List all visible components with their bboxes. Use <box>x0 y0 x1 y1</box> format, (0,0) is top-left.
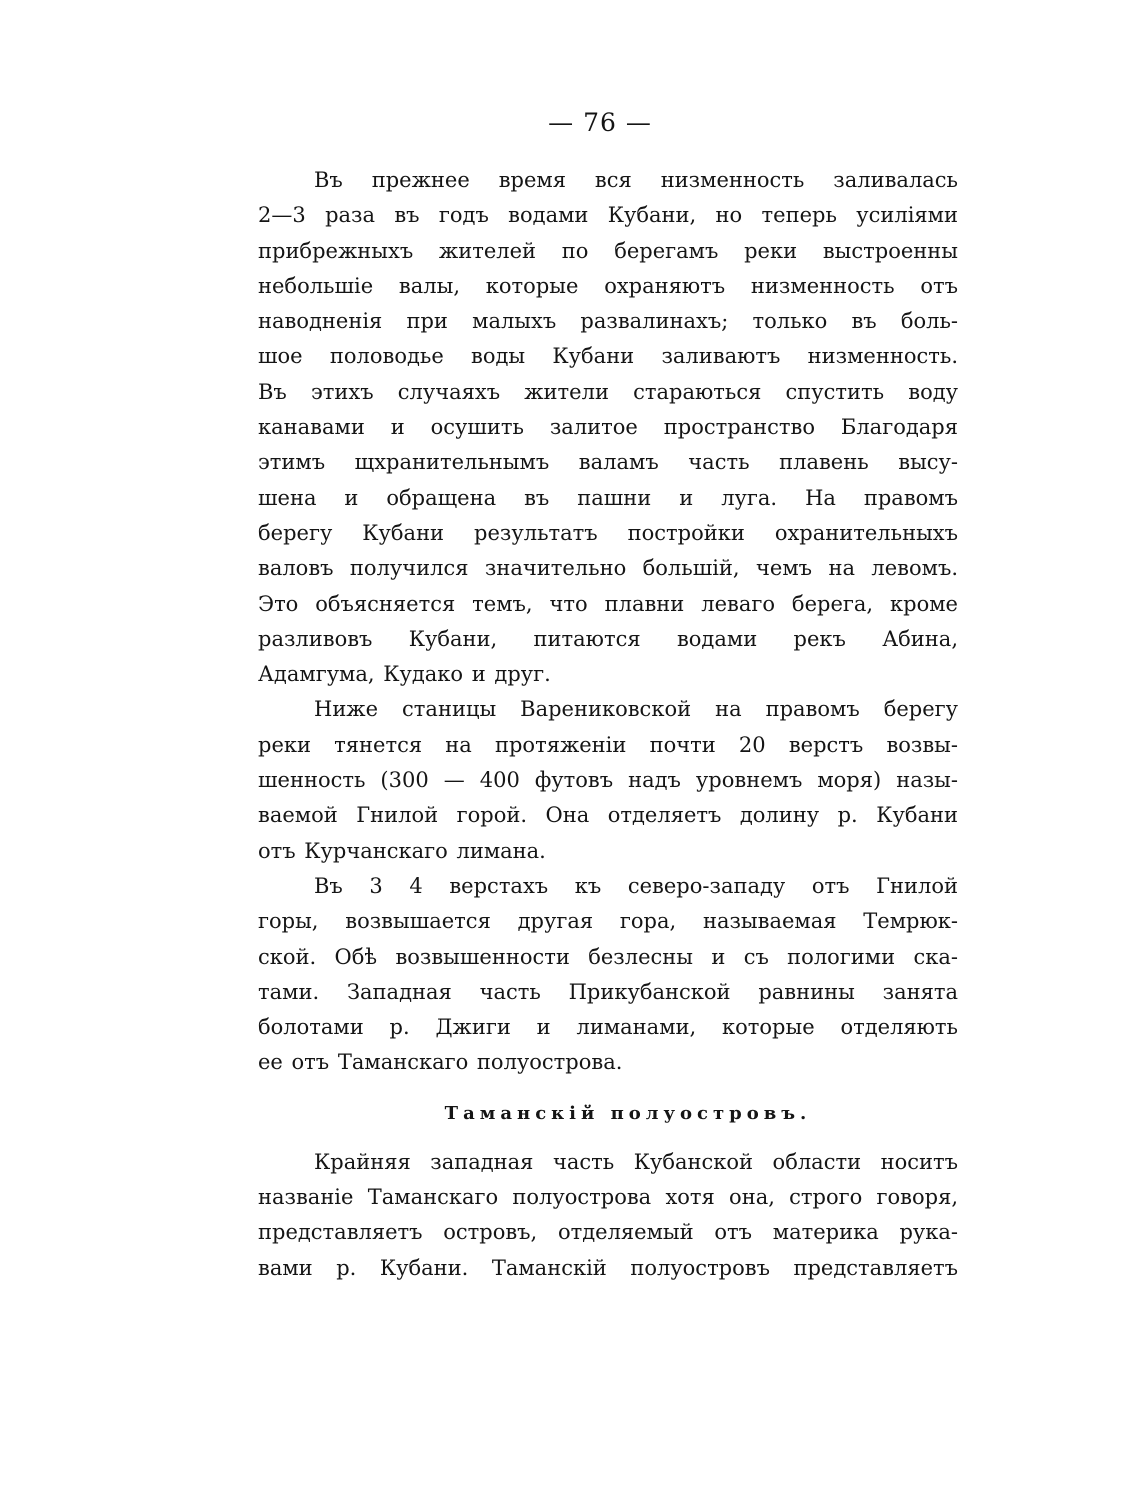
section-heading: Таманскій полуостровъ. <box>444 1102 812 1124</box>
text-line: Крайняя западная часть Кубанской области носитъ <box>314 1149 958 1174</box>
text-line: шенность (300 — 400 футовъ надъ уровнемъ моря) назы- <box>258 768 958 793</box>
text-line: названіе Таманскаго полуострова хотя она, строго говоря, <box>258 1185 958 1210</box>
text-line: канавами и осушить залитое пространство Благодаря <box>258 415 958 440</box>
text-line: шое половодье воды Кубани заливаютъ низменность. <box>258 344 958 369</box>
paragraph-4 <box>258 1145 958 1286</box>
text-line: этимъ щхранительнымъ валамъ часть плавень высу- <box>258 450 958 475</box>
text-line: вами р. Кубани. Таманскій полуостровъ представляетъ <box>258 1255 958 1280</box>
paragraph-2 <box>258 692 958 868</box>
text-line: ваемой Гнилой горой. Она отделяетъ долину р. Кубани <box>258 803 958 828</box>
text-line: реки тянется на протяженіи почти 20 верстъ возвы- <box>258 732 958 757</box>
paragraph-3 <box>258 869 958 1081</box>
text-line: прибрежныхъ жителей по берегамъ реки выстроенны <box>258 238 958 263</box>
text-line: 2—3 раза въ годъ водами Кубани, но теперь усиліями <box>258 203 958 228</box>
page-number: — 76 — <box>548 108 652 137</box>
text-line: горы, возвышается другая гора, называемая Темрюк- <box>258 909 958 934</box>
text-line: отъ Курчанскаго лимана. <box>258 838 546 863</box>
text-line: берегу Кубани результатъ постройки охранительныхъ <box>258 520 958 545</box>
text-line: Въ прежнее время вся низменность заливалась <box>314 168 958 192</box>
text-line: Ниже станицы Варениковской на правомъ берегу <box>314 697 958 722</box>
text-line: шена и обращена въ пашни и луга. На правомъ <box>258 485 958 510</box>
paragraph-1 <box>258 163 958 692</box>
text-line: болотами р. Джиги и лиманами, которые отделяють <box>258 1015 958 1040</box>
text-line: наводненія при малыхъ развалинахъ; только въ боль- <box>258 309 958 334</box>
text-line: валовъ получился значительно большій, чемъ на левомъ. <box>258 556 958 581</box>
text-line: Въ этихъ случаяхъ жители стараються спустить воду <box>258 379 958 404</box>
text-line: Это объясняется темъ, что плавни леваго берега, кроме <box>258 591 958 616</box>
text-line: Въ 3 4 верстахъ къ северо-западу отъ Гнилой <box>314 873 958 898</box>
text-line: разливовъ Кубани, питаются водами рекъ Абина, <box>258 626 958 651</box>
text-line: ской. Обѣ возвышенности безлесны и съ пологими ска- <box>258 944 958 969</box>
text-line: представляетъ островъ, отделяемый отъ материка рука- <box>258 1220 958 1245</box>
text-line: небольшіе валы, которые охраняютъ низменность отъ <box>258 273 958 298</box>
text-line: тами. Западная часть Прикубанской равнины занята <box>258 979 958 1004</box>
text-line: ее отъ Таманскаго полуострова. <box>258 1050 623 1075</box>
text-line: Адамгума, Кудако и друг. <box>258 662 551 687</box>
main-text <box>258 163 958 1286</box>
